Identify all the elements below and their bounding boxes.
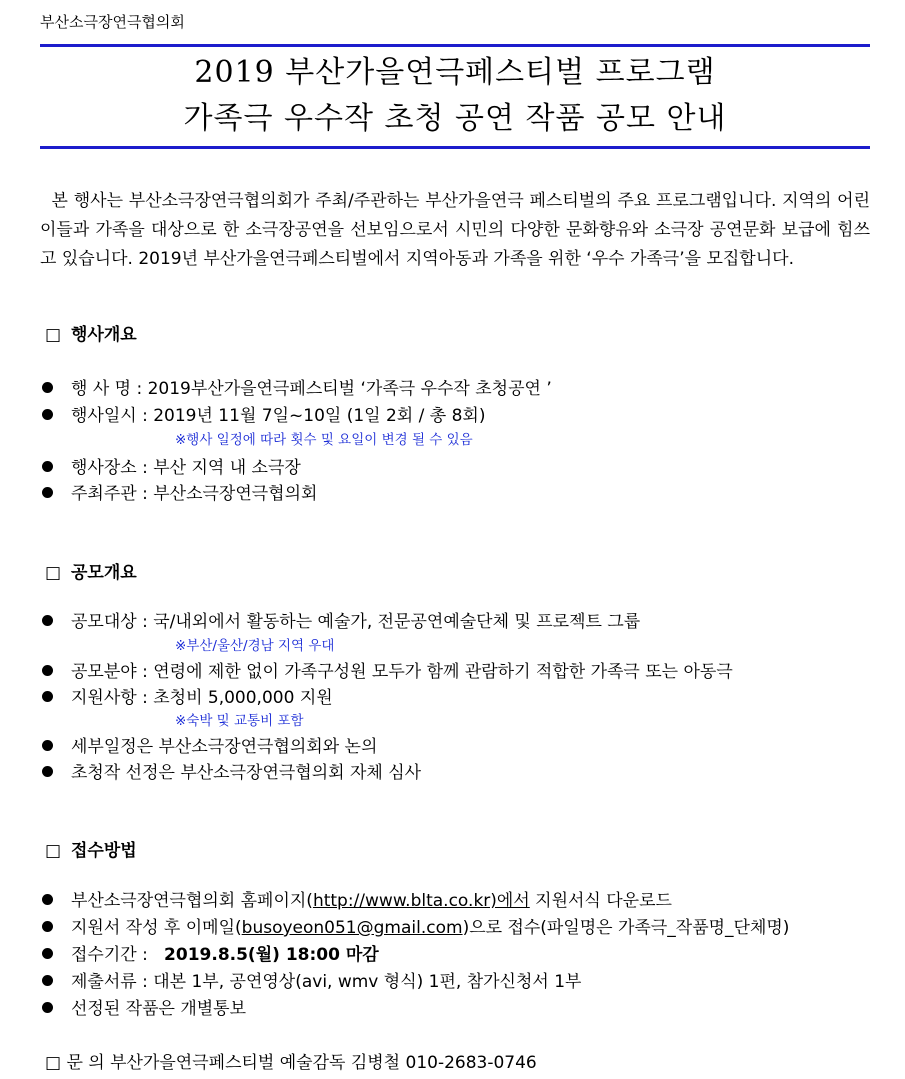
homepage-link[interactable]: http://www.blta.co.kr)에서 [312, 891, 530, 911]
bullet-icon [42, 975, 53, 986]
list-item-contest-target: 공모대상 : 국/내외에서 활동하는 예술가, 전문공연예술단체 및 프로젝트 그룹 [42, 607, 640, 632]
section-contest-heading: □ 공모개요 [45, 563, 137, 583]
bullet-icon [42, 409, 53, 420]
checkbox-icon: □ [45, 563, 62, 583]
bullet-icon [42, 382, 53, 393]
list-item-apply-notice: 선정된 작품은 개별통보 [42, 994, 246, 1019]
list-item-event-name: 행 사 명 : 2019부산가을연극페스티벌 ‘가족극 우수작 초청공연 ’ [42, 374, 552, 399]
list-item-contest-field: 공모분야 : 연령에 제한 없이 가족구성원 모두가 함께 관람하기 적합한 가족극 또는 아동극 [42, 657, 733, 682]
title-line-1: 2019 부산가을연극페스티벌 프로그램 [194, 55, 716, 90]
list-item-apply-download: 부산소극장연극협의회 홈페이지(http://www.blta.co.kr)에서 지원서식 다운로드 [42, 886, 672, 911]
bullet-icon [42, 691, 53, 702]
list-item-apply-email: 지원서 작성 후 이메일(busoyeon051@gmail.com)으로 접수(파일명은 가족극_작품명_단체명) [42, 913, 789, 938]
bullet-icon [42, 894, 53, 905]
checkbox-icon: □ [45, 841, 62, 861]
bullet-icon [42, 740, 53, 751]
organization-name: 부산소극장연극협의회 [40, 13, 185, 31]
bullet-icon [42, 665, 53, 676]
bullet-icon [42, 948, 53, 959]
list-item-contest-schedule: 세부일정은 부산소극장연극협의회와 논의 [42, 732, 377, 757]
contest-support-note: ※숙박 및 교통비 포함 [175, 713, 304, 729]
bullet-icon [42, 615, 53, 626]
title-line-2: 가족극 우수작 초청 공연 작품 공모 안내 [183, 101, 727, 136]
bottom-rule [40, 146, 870, 149]
deadline-text: 2019.8.5(월) 18:00 마감 [164, 945, 379, 965]
bullet-icon [42, 1002, 53, 1013]
contest-target-note: ※부산/울산/경남 지역 우대 [175, 638, 335, 654]
list-item-apply-period: 접수기간 : 2019.8.5(월) 18:00 마감 [42, 940, 379, 965]
intro-paragraph: 본 행사는 부산소극장연극협의회가 주최/주관하는 부산가을연극 페스티벌의 주요 프로그램입니다. 지역의 어린이들과 가족을 대상으로 한 소극장공연을 선보임으로서 시민의 다양한 문화향유와 소극장 공연문화 보급에 힘쓰고 있습니다. 2019년 부산가을연극페스티벌에서 지역아동과 가족을 위한 ‘우수 가족극’을 모집합니다. [40, 191, 870, 269]
bullet-icon [42, 766, 53, 777]
section-event-heading: □ 행사개요 [45, 325, 137, 345]
bullet-icon [42, 461, 53, 472]
list-item-contest-support: 지원사항 : 초청비 5,000,000 지원 [42, 683, 333, 708]
contact-line: □ 문 의 부산가을연극페스티벌 예술감독 김병철 010-2683-0746 [45, 1053, 537, 1073]
bullet-icon [42, 921, 53, 932]
email-link[interactable]: busoyeon051@gmail.com [241, 918, 463, 938]
section-apply-heading: □ 접수방법 [45, 841, 137, 861]
list-item-apply-docs: 제출서류 : 대본 1부, 공연영상(avi, wmv 형식) 1편, 참가신청서 1부 [42, 967, 581, 992]
list-item-contest-selection: 초청작 선정은 부산소극장연극협의회 자체 심사 [42, 758, 421, 783]
bullet-icon [42, 487, 53, 498]
top-rule [40, 44, 870, 47]
event-date-note: ※행사 일정에 따라 횟수 및 요일이 변경 될 수 있음 [175, 432, 473, 448]
list-item-event-host: 주최주관 : 부산소극장연극협의회 [42, 479, 317, 504]
checkbox-icon: □ [45, 325, 62, 345]
list-item-event-venue: 행사장소 : 부산 지역 내 소극장 [42, 453, 301, 478]
list-item-event-date: 행사일시 : 2019년 11월 7일~10일 (1일 2회 / 총 8회) [42, 401, 485, 426]
